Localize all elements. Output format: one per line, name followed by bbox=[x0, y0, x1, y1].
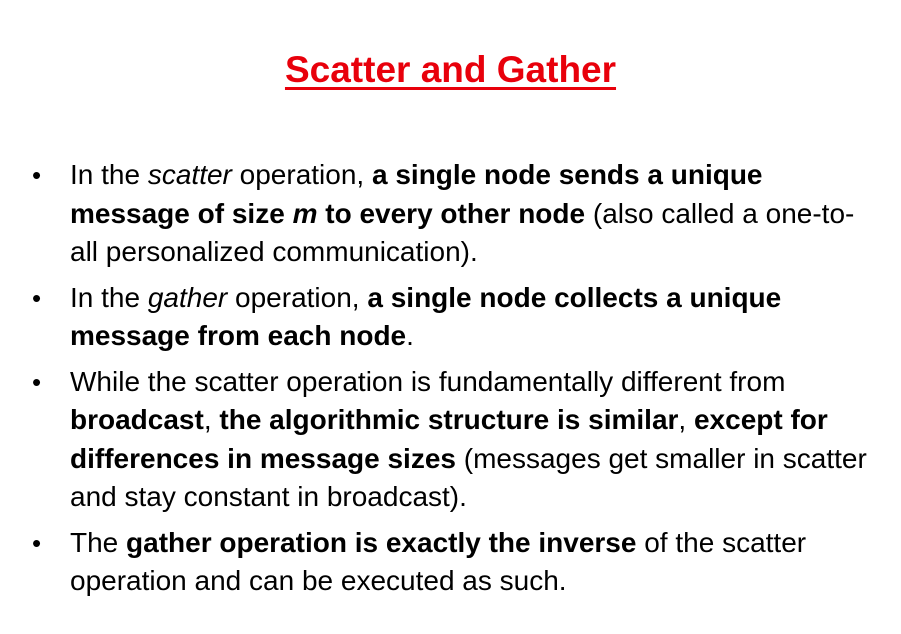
bullet-dot-icon: • bbox=[32, 527, 42, 558]
bullet-item bbox=[32, 156, 877, 272]
bullet-text-run: gather operation is exactly the inverse bbox=[126, 526, 637, 558]
bullet-text-run: of the scatter operation and can be executed as such. bbox=[70, 526, 807, 596]
bullet-text-run: gather bbox=[147, 281, 228, 313]
bullet-item bbox=[32, 524, 877, 601]
bullet-text-run: , bbox=[203, 404, 220, 435]
bullet-dot-icon: • bbox=[32, 366, 42, 397]
bullet-text-run: While the scatter operation is fundamentally different from bbox=[70, 365, 786, 397]
bullet-list bbox=[32, 156, 877, 608]
bullet-text-run: The bbox=[70, 526, 127, 558]
bullet-text-run: In the bbox=[70, 281, 148, 313]
bullet-text-run: m bbox=[292, 197, 318, 229]
bullet-text-run: a single node collects a unique message from each node bbox=[70, 281, 782, 351]
slide-title: Scatter and Gather bbox=[284, 49, 617, 90]
bullet-text-run: (messages get smaller in scatter and stay constant in broadcast). bbox=[70, 442, 867, 512]
bullet-text-run: operation, bbox=[227, 281, 368, 313]
bullet-text-run: except for differences in message sizes bbox=[70, 404, 828, 474]
bullet-dot-icon: • bbox=[32, 282, 42, 313]
bullet-dot-icon: • bbox=[32, 160, 42, 190]
bullet-text-run: a single node sends a unique message of size bbox=[70, 159, 763, 229]
bullet-text-run: operation, bbox=[231, 159, 372, 190]
bullet-item bbox=[32, 363, 877, 517]
bullet-text-run: scatter bbox=[147, 159, 232, 190]
bullet-text-run: to every other node bbox=[317, 197, 586, 229]
bullet-text-run: , bbox=[678, 404, 694, 435]
bullet-item bbox=[32, 279, 877, 356]
bullet-text-run: broadcast bbox=[70, 404, 204, 435]
bullet-text-run: . bbox=[406, 320, 414, 351]
bullet-text-run: In the bbox=[70, 159, 148, 190]
bullet-text-run: the algorithmic structure is similar bbox=[219, 404, 679, 435]
bullet-text-run: (also called a one-to-all personalized communication). bbox=[70, 197, 855, 267]
